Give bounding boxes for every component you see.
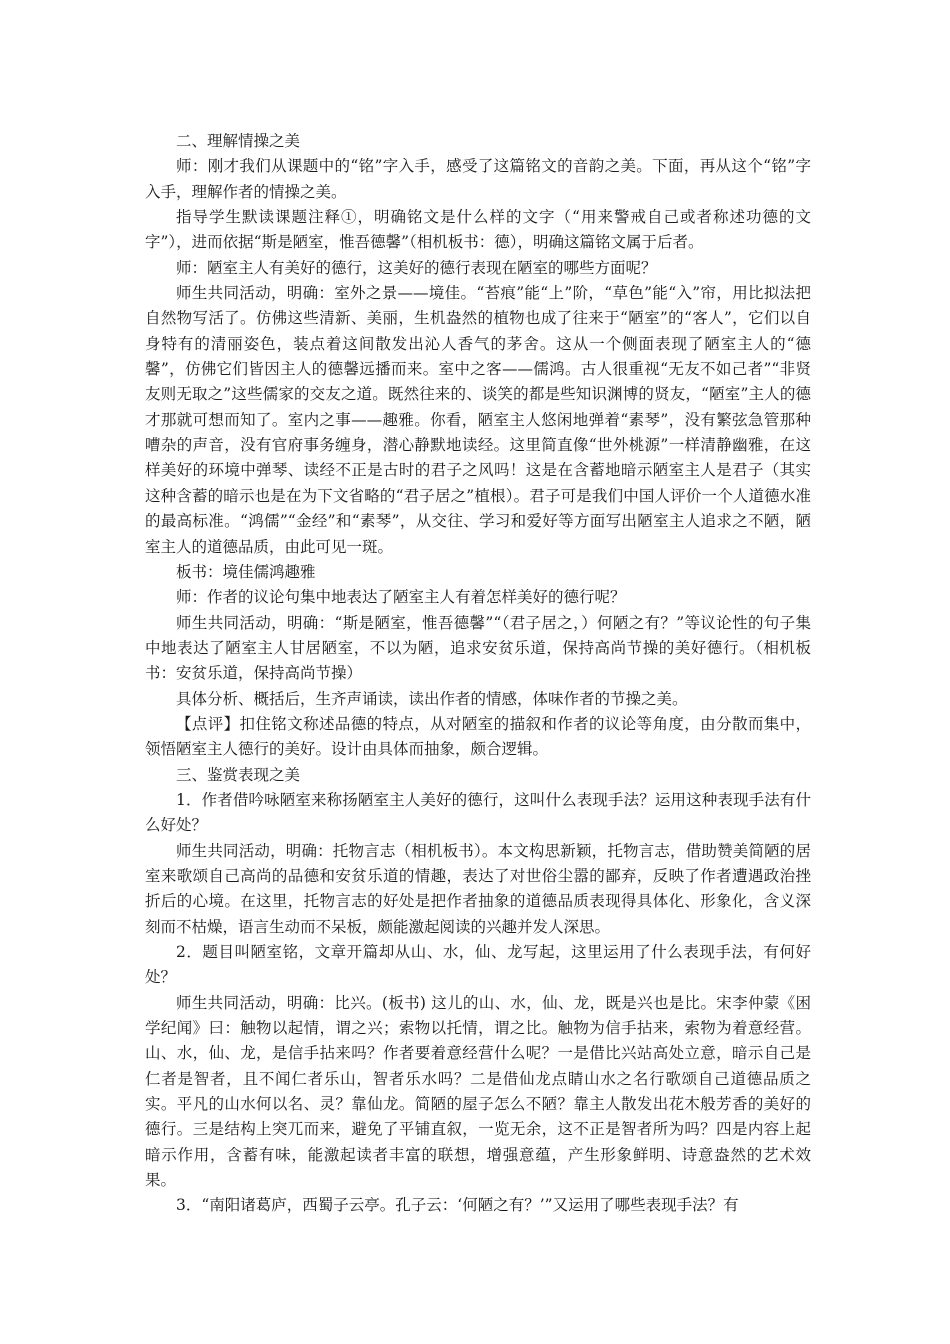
- joint-activity-paragraph: 师生共同活动，明确：室外之景——境佳。“苔痕”能“上”阶，“草色”能“入”帘，用比拟法把自然物写活了。仿佛这些清新、美丽，生机盎然的植物也成了往来于“陋室”的“客人”，它们以自身特有的清丽姿色，装点着这间散发出沁人香气的茅舍。这从一个侧面表现了陋室主人的“德馨”，仿佛它们皆因主人的德馨远播而来。室中之客——儒鸿。古人很重视“无友不如己者”“非贤友则无取之”这些儒家的交友之道。既然往来的、谈笑的都是些知识渊博的贤友，“陋室”主人的德才那就可想而知了。室内之事——趣雅。你看，陋室主人悠闲地弹着“素琴”，没有繁弦急管那种嘈杂的声音，没有官府事务缠身，潜心静默地读经。这里简直像“世外桃源”一样清静幽雅，在这样美好的环境中弹琴、读经不正是古时的君子之风吗！这是在含蓄地暗示陋室主人是君子（其实这种含蓄的暗示也是在为下文省略的“君子居之”植根）。君子可是我们中国人评价一个人道德水准的最高标准。“鸿儒”“金经”和“素琴”，从交往、学习和爱好等方面写出陋室主人追求之不陋，陋室主人的道德品质，由此可见一斑。: [145, 284, 811, 556]
- question-1-paragraph: 1．作者借吟咏陋室来称扬陋室主人美好的德行，这叫什么表现手法？运用这种表现手法有什么好处？: [145, 790, 811, 835]
- teacher-question-paragraph: 师：陋室主人有美好的德行，这美好的德行表现在陋室的哪些方面呢？: [176, 258, 657, 277]
- section-heading-emotion: 二、理解情操之美: [176, 132, 301, 150]
- silent-reading-paragraph: 指导学生默读课题注释①，明确铭文是什么样的文字（“用来警戒自己或者称述功德的文字”），进而依据“斯是陋室，惟吾德馨”（相机板书：德），明确这篇铭文属于后者。: [145, 208, 811, 252]
- answer-1-paragraph: 师生共同活动，明确：托物言志（相机板书）。本文构思新颖，托物言志，借助赞美简陋的居室来歌颂自己高尚的品德和安贫乐道的情趣，表达了对世俗尘嚣的鄙弃，反映了作者遭遇政治挫折后的心境。在这里，托物言志的好处是把作者抽象的道德品质表现得具体化、形象化，含义深刻而不枯燥，语言生动而不呆板，颇能激起阅读的兴趣并发人深思。: [145, 841, 811, 936]
- comment-paragraph: 【点评】扣住铭文称述品德的特点，从对陋室的描叙和作者的议论等角度，由分散而集中，领悟陋室主人德行的美好。设计由具体而抽象，颇合逻辑。: [145, 714, 811, 759]
- section-heading-expression: 三、鉴赏表现之美: [176, 765, 301, 784]
- question-2-paragraph: 2．题目叫陋室铭，文章开篇却从山、水，仙、龙写起，这里运用了什么表现手法，有何好处？: [145, 943, 811, 987]
- recitation-paragraph: 具体分析、概括后，生齐声诵读，读出作者的情感，体味作者的节操之美。: [176, 689, 688, 708]
- question-3-paragraph: 3．“南阳诸葛庐，西蜀子云亭。孔子云：‘何陋之有？’”又运用了哪些表现手法？有: [176, 1196, 739, 1215]
- teacher-question-paragraph-2: 师：作者的议论句集中地表达了陋室主人有着怎样美好的德行呢？: [176, 588, 626, 607]
- joint-activity-paragraph-2: 师生共同活动，明确：“斯是陋室，惟吾德馨”“（君子居之，）何陋之有？”等议论性的句子集中地表达了陋室主人甘居陋室，不以为陋，追求安贫乐道，保持高尚节操的美好德行。（相机板书：安贫乐道，保持高尚节操）: [145, 613, 811, 683]
- board-writing-paragraph: 板书：境佳儒鸿趣雅: [176, 562, 316, 581]
- document-body: [145, 129, 811, 1219]
- answer-2-paragraph: 师生共同活动，明确：比兴。(板书) 这儿的山、水，仙、龙，既是兴也是比。宋李仲蒙《困学纪闻》曰：触物以起情，谓之兴；索物以托情，谓之比。触物为信手拈来，索物为着意经营。山、水，仙、龙，是信手拈来吗？作者要着意经营什么呢？一是借比兴站高处立意，暗示自己是仁者是智者，且不闻仁者乐山，智者乐水吗？二是借仙龙点睛山水之名行歌颂自己道德品质之实。平凡的山水何以名、灵？靠仙龙。简陋的屋子怎么不陋？靠主人散发出花木般芳香的美好的德行。三是结构上突兀而来，避免了平铺直叙，一览无余，这不正是智者所为吗？四是内容上起暗示作用，含蓄有味，能激起读者丰富的联想，增强意蕴，产生形象鲜明、诗意盎然的艺术效果。: [145, 993, 811, 1190]
- teacher-intro-paragraph: 师：刚才我们从课题中的“铭”字入手，感受了这篇铭文的音韵之美。下面，再从这个“铭”字入手，理解作者的情操之美。: [145, 157, 811, 201]
